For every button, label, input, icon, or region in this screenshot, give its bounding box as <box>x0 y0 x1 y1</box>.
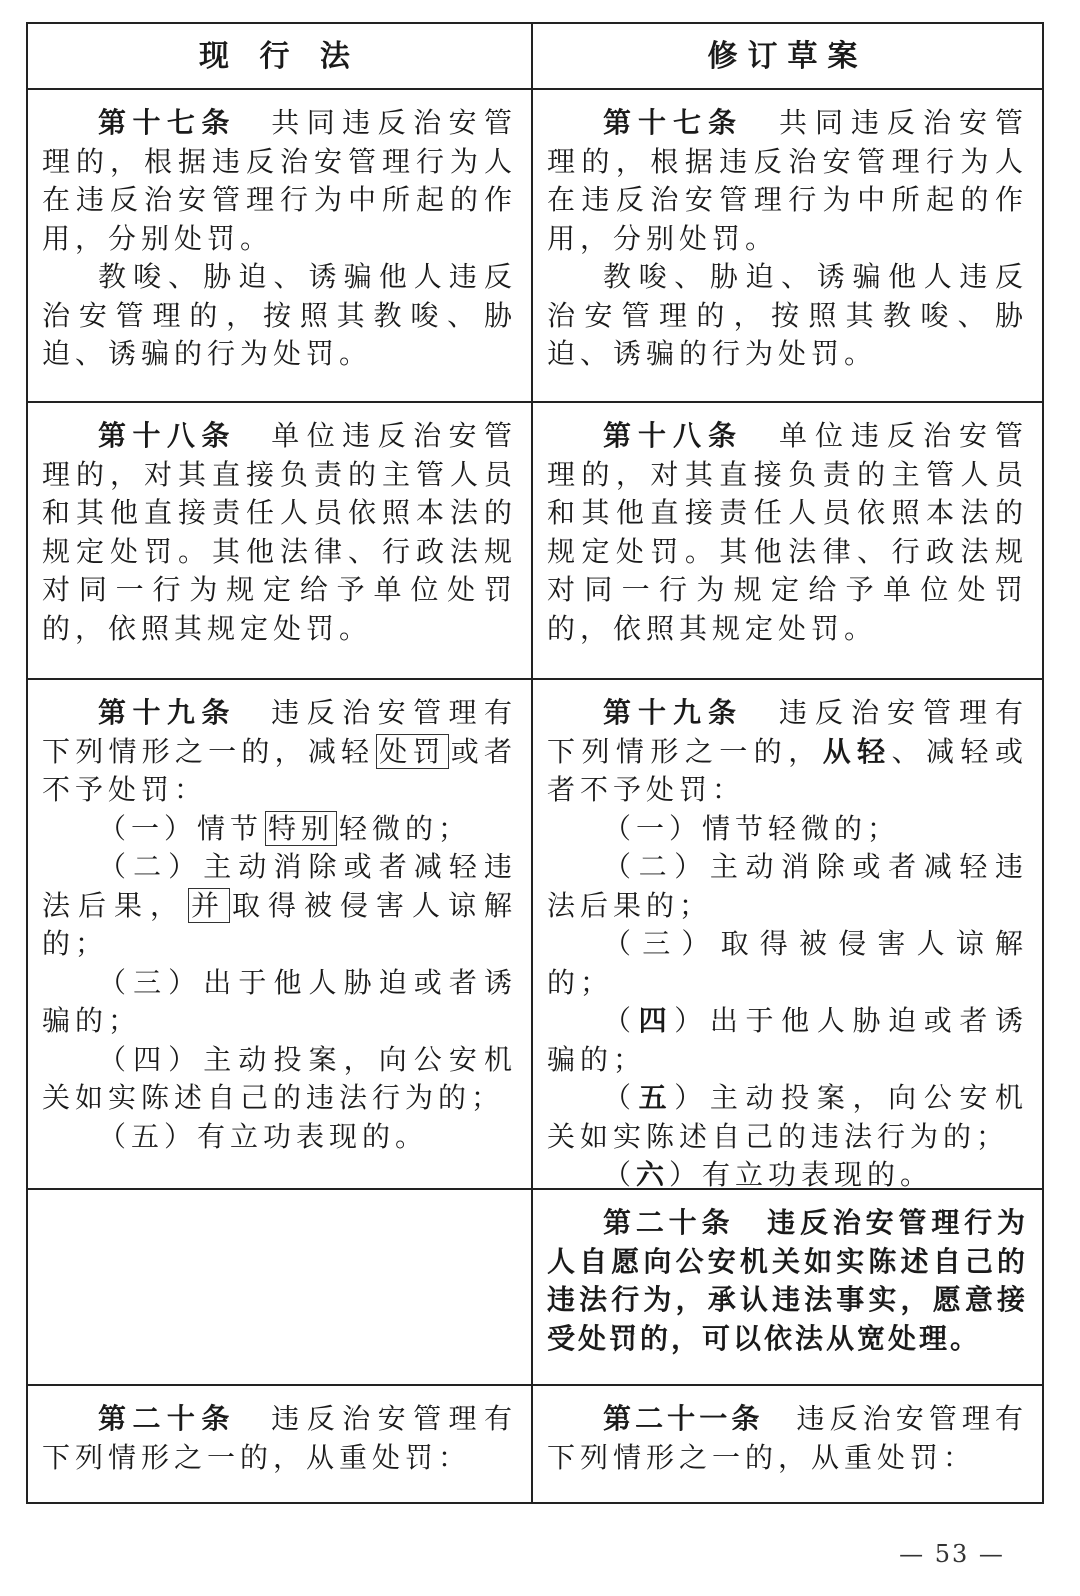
article-title: 第十九条 <box>98 696 236 729</box>
table-row-article-17 <box>28 90 1042 403</box>
article-title: 第二十一条 <box>603 1402 764 1435</box>
list-item: （五）主动投案，向公安机关如实陈述自己的违法行为的； <box>547 1081 1028 1153</box>
deleted-text-box: 处罚 <box>376 734 448 769</box>
article-text: 、减轻或者不予处罚： <box>547 734 1028 806</box>
table-header-row <box>28 24 1042 90</box>
list-item: （四）出于他人胁迫或者诱骗的； <box>547 1004 1028 1076</box>
article-text: 单位违反治安管理的，对其直接负责的主管人员和其他直接责任人员依照本法的规定处罚。其他法律、行政法规对同一行为规定给予单位处罚的，依照其规定处罚。 <box>547 419 1028 645</box>
article-text: 违反治安管理有下列情形之一的，减轻 <box>42 696 517 768</box>
article-title: 第十九条 <box>603 696 743 729</box>
added-text: 从轻 <box>822 734 892 768</box>
changed-number: 六 <box>636 1158 670 1191</box>
article-title: 第十八条 <box>603 419 743 452</box>
changed-number: 五 <box>638 1081 675 1114</box>
list-item: （二）主动消除或者减轻违法后果， <box>42 850 517 922</box>
current-article-18 <box>28 403 533 678</box>
article-text: 共同违反治安管理的，根据违反治安管理行为人在违反治安管理行为中所起的作用，分别处罚。 <box>42 106 517 255</box>
list-item: 轻微的； <box>339 811 472 845</box>
article-title: 第二十条 <box>98 1402 236 1435</box>
list-item: （三）取得被侵害人谅解的； <box>547 927 1028 999</box>
list-item: （一）情节 <box>98 811 264 845</box>
article-text: 单位违反治安管理的，对其直接负责的主管人员和其他直接责任人员依照本法的规定处罚。其他法律、行政法规对同一行为规定给予单位处罚的，依照其规定处罚。 <box>42 419 517 645</box>
draft-article-19 <box>533 680 1042 1191</box>
current-article-19 <box>28 680 533 1188</box>
current-article-20 <box>28 1386 533 1502</box>
table-row-article-20 <box>28 1386 1042 1502</box>
article-title: 第十八条 <box>98 419 236 452</box>
draft-new-article-20 <box>533 1190 1042 1384</box>
list-item: （五）有立功表现的。 <box>98 1119 429 1153</box>
list-item: （二）主动消除或者减轻违法后果的； <box>547 850 1028 922</box>
draft-article-18 <box>533 403 1042 678</box>
list-item: 取得被侵害人谅解的； <box>42 888 517 960</box>
list-item: （四）主动投案，向公安机关如实陈述自己的违法行为的； <box>42 1042 517 1114</box>
article-title: 第二十条 <box>603 1206 735 1239</box>
deleted-text-box: 并 <box>188 888 230 923</box>
list-item-text: 出于他人胁迫或者诱骗的； <box>547 1004 1028 1076</box>
article-text: 共同违反治安管理的，根据违反治安管理行为人在违反治安管理行为中所起的作用，分别处罚。 <box>547 106 1028 255</box>
article-title: 第十七条 <box>603 106 743 139</box>
list-item: （一）情节轻微的； <box>603 811 901 845</box>
article-text: 违反治安管理有下列情形之一的，从重处罚： <box>547 1402 1028 1474</box>
article-title: 第十七条 <box>98 106 236 139</box>
draft-article-17 <box>533 90 1042 401</box>
comparison-table <box>26 22 1044 1504</box>
header-revision-draft: 修订草案 <box>707 39 868 74</box>
article-text: 教唆、胁迫、诱骗他人违反治安管理的，按照其教唆、胁迫、诱骗的行为处罚。 <box>547 260 1028 370</box>
table-row-article-19 <box>28 680 1042 1190</box>
page-number: — 53 — <box>899 1540 1005 1568</box>
draft-article-21 <box>533 1386 1042 1502</box>
added-text: 违反治安管理行为人自愿向公安机关如实陈述自己的违法行为，承认违法事实，愿意接受处罚的，可以依法从宽处理。 <box>547 1206 1028 1355</box>
list-item: （六）有立功表现的。 <box>603 1158 934 1191</box>
header-current-law: 现 行 法 <box>28 24 533 88</box>
changed-number: 四 <box>638 1004 675 1037</box>
table-row-new-article-20 <box>28 1190 1042 1386</box>
list-item: （三）出于他人胁迫或者诱骗的； <box>42 965 517 1037</box>
table-row-article-18 <box>28 403 1042 680</box>
current-empty-cell <box>28 1190 533 1384</box>
current-article-17 <box>28 90 533 401</box>
deleted-text-box: 特别 <box>265 811 337 846</box>
list-item-text: 主动投案，向公安机关如实陈述自己的违法行为的； <box>547 1081 1028 1153</box>
article-text: 违反治安管理有下列情形之一的，从重处罚： <box>42 1402 517 1474</box>
list-item-text: 有立功表现的。 <box>702 1158 934 1191</box>
article-text: 或者不予处罚： <box>42 734 517 806</box>
article-text: 违反治安管理有下列情形之一的， <box>547 696 1028 768</box>
article-text: 教唆、胁迫、诱骗他人违反治安管理的，按照其教唆、胁迫、诱骗的行为处罚。 <box>42 260 517 370</box>
